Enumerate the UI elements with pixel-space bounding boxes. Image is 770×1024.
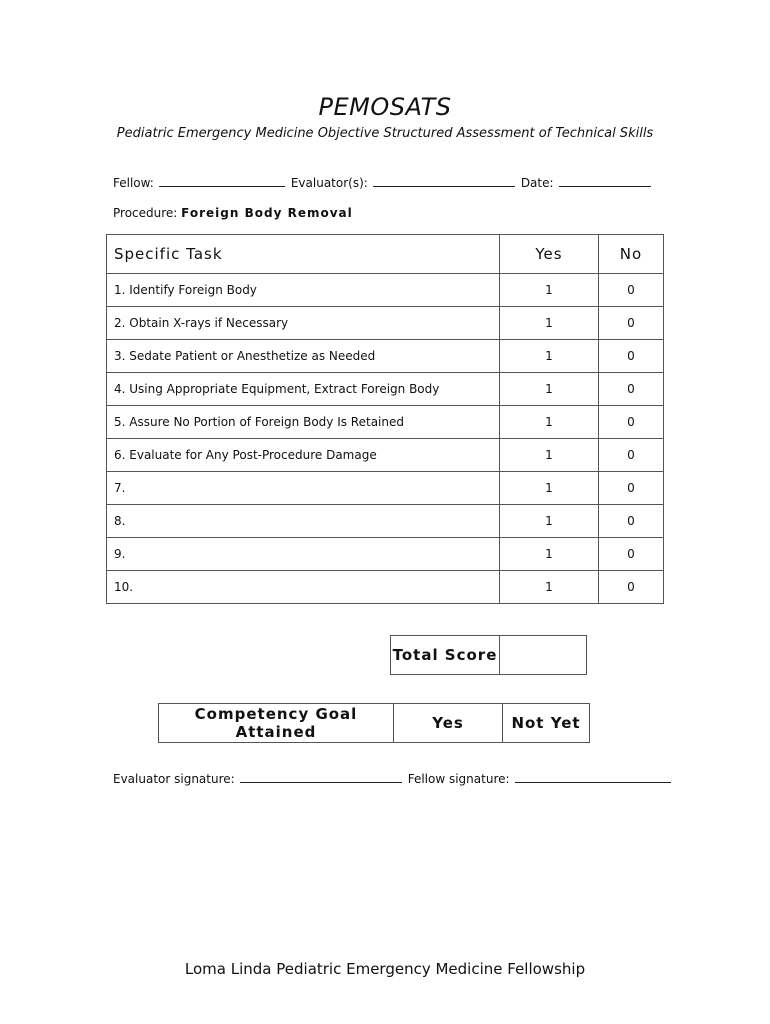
table-row (107, 307, 664, 340)
no-score-cell[interactable]: 0 (599, 307, 664, 340)
page-title: PEMOSATS (318, 93, 452, 121)
procedure-value: Foreign Body Removal (181, 206, 353, 220)
task-cell: 5. Assure No Portion of Foreign Body Is Retained (107, 406, 500, 439)
competency-yes-option[interactable]: Yes (394, 704, 503, 743)
task-table (106, 234, 664, 604)
evaluator-signature-label: Evaluator signature: (113, 772, 235, 786)
task-cell: 3. Sedate Patient or Anesthetize as Needed (107, 340, 500, 373)
no-score-cell[interactable]: 0 (599, 340, 664, 373)
task-cell: 7. (107, 472, 500, 505)
yes-score-cell[interactable]: 1 (500, 274, 599, 307)
table-row (107, 274, 664, 307)
header-specific-task: Specific Task (107, 235, 500, 274)
total-score-label: Total Score (391, 636, 500, 675)
competency-box (158, 703, 590, 743)
table-row (107, 505, 664, 538)
procedure-line (113, 206, 353, 220)
yes-score-cell[interactable]: 1 (500, 307, 599, 340)
task-cell: 1. Identify Foreign Body (107, 274, 500, 307)
no-score-cell[interactable]: 0 (599, 472, 664, 505)
table-row (107, 538, 664, 571)
no-score-cell[interactable]: 0 (599, 571, 664, 604)
no-score-cell[interactable]: 0 (599, 274, 664, 307)
header-yes: Yes (500, 235, 599, 274)
no-score-cell[interactable]: 0 (599, 538, 664, 571)
fellow-field[interactable] (159, 185, 285, 187)
table-row (107, 340, 664, 373)
task-cell: 8. (107, 505, 500, 538)
evaluator-label: Evaluator(s): (290, 176, 368, 190)
procedure-label: Procedure: (113, 206, 178, 220)
task-cell: 9. (107, 538, 500, 571)
fellow-signature-label: Fellow signature: (407, 772, 510, 786)
yes-score-cell[interactable]: 1 (500, 472, 599, 505)
table-row (107, 472, 664, 505)
yes-score-cell[interactable]: 1 (500, 340, 599, 373)
evaluator-field[interactable] (373, 185, 515, 187)
task-cell: 4. Using Appropriate Equipment, Extract Foreign Body (107, 373, 500, 406)
total-score-field[interactable] (500, 636, 587, 675)
header-fields (113, 176, 657, 190)
table-row (107, 571, 664, 604)
no-score-cell[interactable]: 0 (599, 373, 664, 406)
yes-score-cell[interactable]: 1 (500, 406, 599, 439)
page-subtitle: Pediatric Emergency Medicine Objective Structured Assessment of Technical Skills (116, 126, 654, 141)
date-label: Date: (520, 176, 554, 190)
yes-score-cell[interactable]: 1 (500, 373, 599, 406)
footer-text: Loma Linda Pediatric Emergency Medicine Fellowship (184, 960, 586, 978)
table-row (107, 439, 664, 472)
date-field[interactable] (559, 185, 651, 187)
total-score-box (390, 635, 587, 675)
no-score-cell[interactable]: 0 (599, 406, 664, 439)
signature-line (113, 772, 677, 786)
no-score-cell[interactable]: 0 (599, 505, 664, 538)
competency-label: Competency Goal Attained (159, 704, 394, 743)
competency-not-yet-option[interactable]: Not Yet (503, 704, 590, 743)
yes-score-cell[interactable]: 1 (500, 538, 599, 571)
fellow-label: Fellow: (113, 176, 154, 190)
fellow-signature-field[interactable] (515, 781, 671, 783)
yes-score-cell[interactable]: 1 (500, 571, 599, 604)
table-header-row (107, 235, 664, 274)
task-cell: 6. Evaluate for Any Post-Procedure Damage (107, 439, 500, 472)
yes-score-cell[interactable]: 1 (500, 505, 599, 538)
header-no: No (599, 235, 664, 274)
task-cell: 2. Obtain X-rays if Necessary (107, 307, 500, 340)
no-score-cell[interactable]: 0 (599, 439, 664, 472)
evaluator-signature-field[interactable] (240, 781, 402, 783)
table-row (107, 406, 664, 439)
table-row (107, 373, 664, 406)
task-cell: 10. (107, 571, 500, 604)
yes-score-cell[interactable]: 1 (500, 439, 599, 472)
